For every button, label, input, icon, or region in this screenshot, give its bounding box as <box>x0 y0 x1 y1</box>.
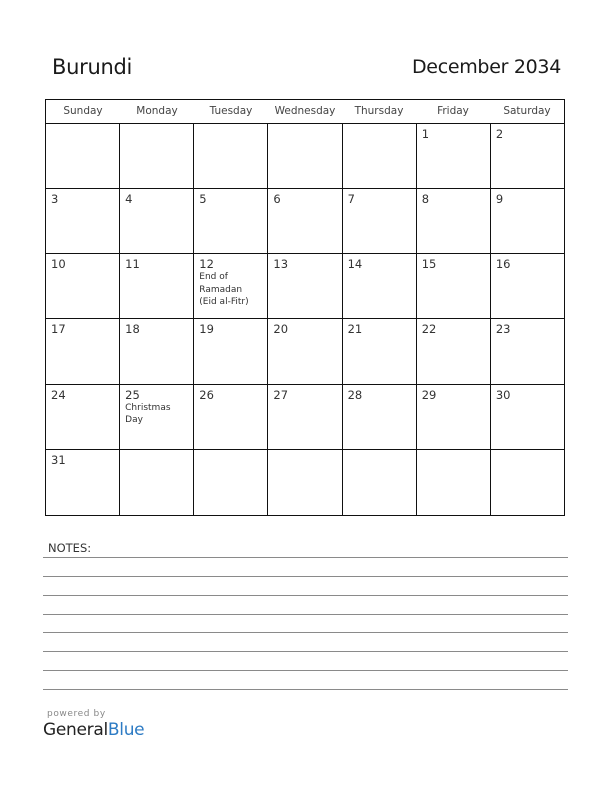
week-row <box>46 124 564 189</box>
month-year-title: December 2034 <box>411 56 561 78</box>
empty-day-cell <box>46 124 120 188</box>
day-number: 8 <box>421 192 430 207</box>
day-cell <box>491 385 564 449</box>
day-cell <box>46 385 120 449</box>
day-cell <box>343 254 417 318</box>
day-number: 18 <box>125 322 140 337</box>
holiday-label: Ramadan <box>199 284 243 295</box>
day-cell <box>46 254 120 318</box>
empty-day-cell <box>491 450 564 515</box>
day-cell <box>417 124 491 188</box>
country-title: Burundi <box>52 55 133 79</box>
day-number: 17 <box>51 322 66 337</box>
day-cell <box>343 189 417 253</box>
weekday-tuesday: Tuesday <box>209 105 253 117</box>
weekday-header-row <box>46 100 564 124</box>
day-number: 27 <box>273 387 289 402</box>
empty-day-cell <box>417 450 491 515</box>
empty-day-cell <box>194 124 268 188</box>
day-number: 26 <box>199 387 214 402</box>
day-cell <box>46 189 120 253</box>
day-number: 21 <box>347 322 363 337</box>
day-cell <box>120 254 194 318</box>
day-cell <box>120 189 194 253</box>
day-number: 20 <box>273 322 289 337</box>
day-number: 1 <box>421 127 430 141</box>
notes-line <box>43 689 568 690</box>
holiday-label: Christmas <box>125 402 171 413</box>
day-number: 23 <box>495 322 511 337</box>
day-cell <box>417 254 491 318</box>
weekday-wednesday: Wednesday <box>274 105 336 117</box>
day-number: 5 <box>199 192 207 207</box>
day-number: 22 <box>421 322 437 337</box>
day-cell <box>417 319 491 383</box>
empty-day-cell <box>120 124 194 188</box>
calendar-grid <box>45 99 565 516</box>
empty-day-cell <box>120 450 194 515</box>
day-cell <box>343 385 417 449</box>
day-number: 15 <box>421 257 437 272</box>
notes-line <box>43 557 568 558</box>
day-number: 4 <box>125 192 133 207</box>
day-number: 16 <box>495 257 511 272</box>
notes-line <box>43 595 568 596</box>
day-cell <box>194 319 268 383</box>
day-number: 11 <box>125 257 140 272</box>
day-cell <box>194 385 268 449</box>
day-number: 19 <box>199 322 214 337</box>
day-number: 3 <box>51 192 59 207</box>
empty-day-cell <box>268 450 342 515</box>
notes-line <box>43 632 568 633</box>
day-number: 6 <box>273 192 281 207</box>
day-cell <box>120 319 194 383</box>
day-cell <box>491 124 564 188</box>
notes-label: NOTES: <box>48 541 92 555</box>
day-number: 2 <box>495 127 504 141</box>
notes-line <box>43 651 568 652</box>
day-cell <box>491 319 564 383</box>
holiday-label: End of <box>199 272 228 283</box>
day-number: 10 <box>51 257 66 272</box>
day-cell <box>268 254 342 318</box>
day-number: 30 <box>495 387 511 402</box>
week-row <box>46 319 564 384</box>
week-row <box>46 254 564 319</box>
week-row <box>46 450 564 515</box>
day-number: 25 <box>125 387 140 402</box>
weekday-sunday: Sunday <box>63 105 103 117</box>
day-cell <box>491 254 564 318</box>
day-cell <box>268 189 342 253</box>
day-number: 7 <box>347 192 355 207</box>
weekday-saturday: Saturday <box>503 105 551 117</box>
empty-day-cell <box>268 124 342 188</box>
calendar-weeks <box>46 124 564 515</box>
day-cell <box>417 189 491 253</box>
day-cell <box>120 385 194 449</box>
day-number: 13 <box>273 257 289 272</box>
week-row <box>46 385 564 450</box>
weekday-friday: Friday <box>437 105 469 117</box>
day-number: 12 <box>199 257 214 272</box>
day-number: 24 <box>51 387 66 402</box>
notes-line <box>43 576 568 577</box>
empty-day-cell <box>343 124 417 188</box>
week-row <box>46 189 564 254</box>
day-number: 28 <box>347 387 363 402</box>
day-cell <box>194 189 268 253</box>
powered-by-text: powered by <box>47 709 106 719</box>
day-cell <box>46 450 120 515</box>
day-cell <box>491 189 564 253</box>
holiday-label: (Eid al-Fitr) <box>199 297 249 308</box>
day-cell <box>268 385 342 449</box>
weekday-monday: Monday <box>136 105 178 117</box>
day-cell <box>194 254 268 318</box>
notes-line <box>43 670 568 671</box>
day-cell <box>46 319 120 383</box>
day-cell <box>343 319 417 383</box>
brand-general: General <box>43 720 108 740</box>
notes-line <box>43 614 568 615</box>
empty-day-cell <box>343 450 417 515</box>
day-number: 29 <box>421 387 437 402</box>
weekday-thursday: Thursday <box>354 105 404 117</box>
day-number: 31 <box>51 452 66 467</box>
day-cell <box>268 319 342 383</box>
day-number: 9 <box>495 192 504 207</box>
brand-blue: Blue <box>107 720 145 740</box>
day-number: 14 <box>347 257 363 272</box>
generalblue-logo <box>43 720 144 740</box>
holiday-label: Day <box>125 415 143 426</box>
day-cell <box>417 385 491 449</box>
empty-day-cell <box>194 450 268 515</box>
